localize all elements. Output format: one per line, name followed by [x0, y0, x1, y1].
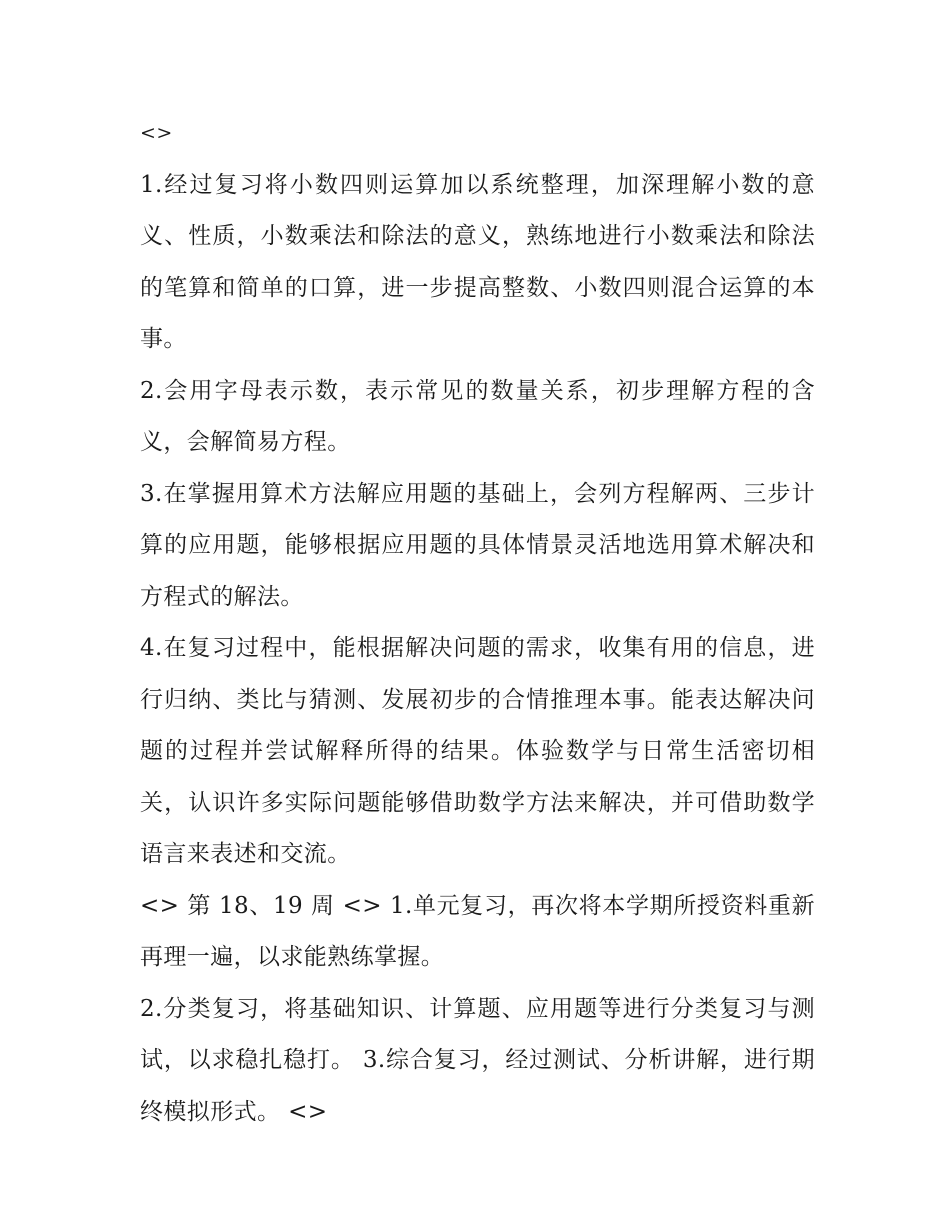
- document-page: [140, 108, 815, 1138]
- paragraph-6: 2.分类复习，将基础知识、计算题、应用题等进行分类复习与测试，以求稳扎稳打。 3.综合复习，经过测试、分析讲解，进行期终模拟形式。 <>: [140, 995, 815, 1125]
- paragraph-3: 3.在掌握用算术方法解应用题的基础上，会列方程解两、三步计算的应用题，能够根据应用题的具体情景灵活地选用算术解决和方程式的解法。: [140, 480, 815, 610]
- paragraph-5: <> 第 18、19 周 <> 1.单元复习，再次将本学期所授资料重新再理一遍，以求能熟练掌握。: [140, 892, 815, 970]
- paragraph-4: 4.在复习过程中，能根据解决问题的需求，收集有用的信息，进行归纳、类比与猜测、发展初步的合情推理本事。能表达解决问题的过程并尝试解释所得的结果。体验数学与日常生活密切相关，认识许多实际问题能够借助数学方法来解决，并可借助数学语言来表述和交流。: [140, 635, 815, 867]
- paragraph-1: 1.经过复习将小数四则运算加以系统整理，加深理解小数的意义、性质，小数乘法和除法的意义，熟练地进行小数乘法和除法的笔算和简单的口算，进一步提高整数、小数四则混合运算的本事。: [140, 171, 815, 352]
- section-marker: <>: [140, 122, 173, 144]
- paragraph-2: 2.会用字母表示数，表示常见的数量关系，初步理解方程的含义，会解简易方程。: [140, 377, 815, 455]
